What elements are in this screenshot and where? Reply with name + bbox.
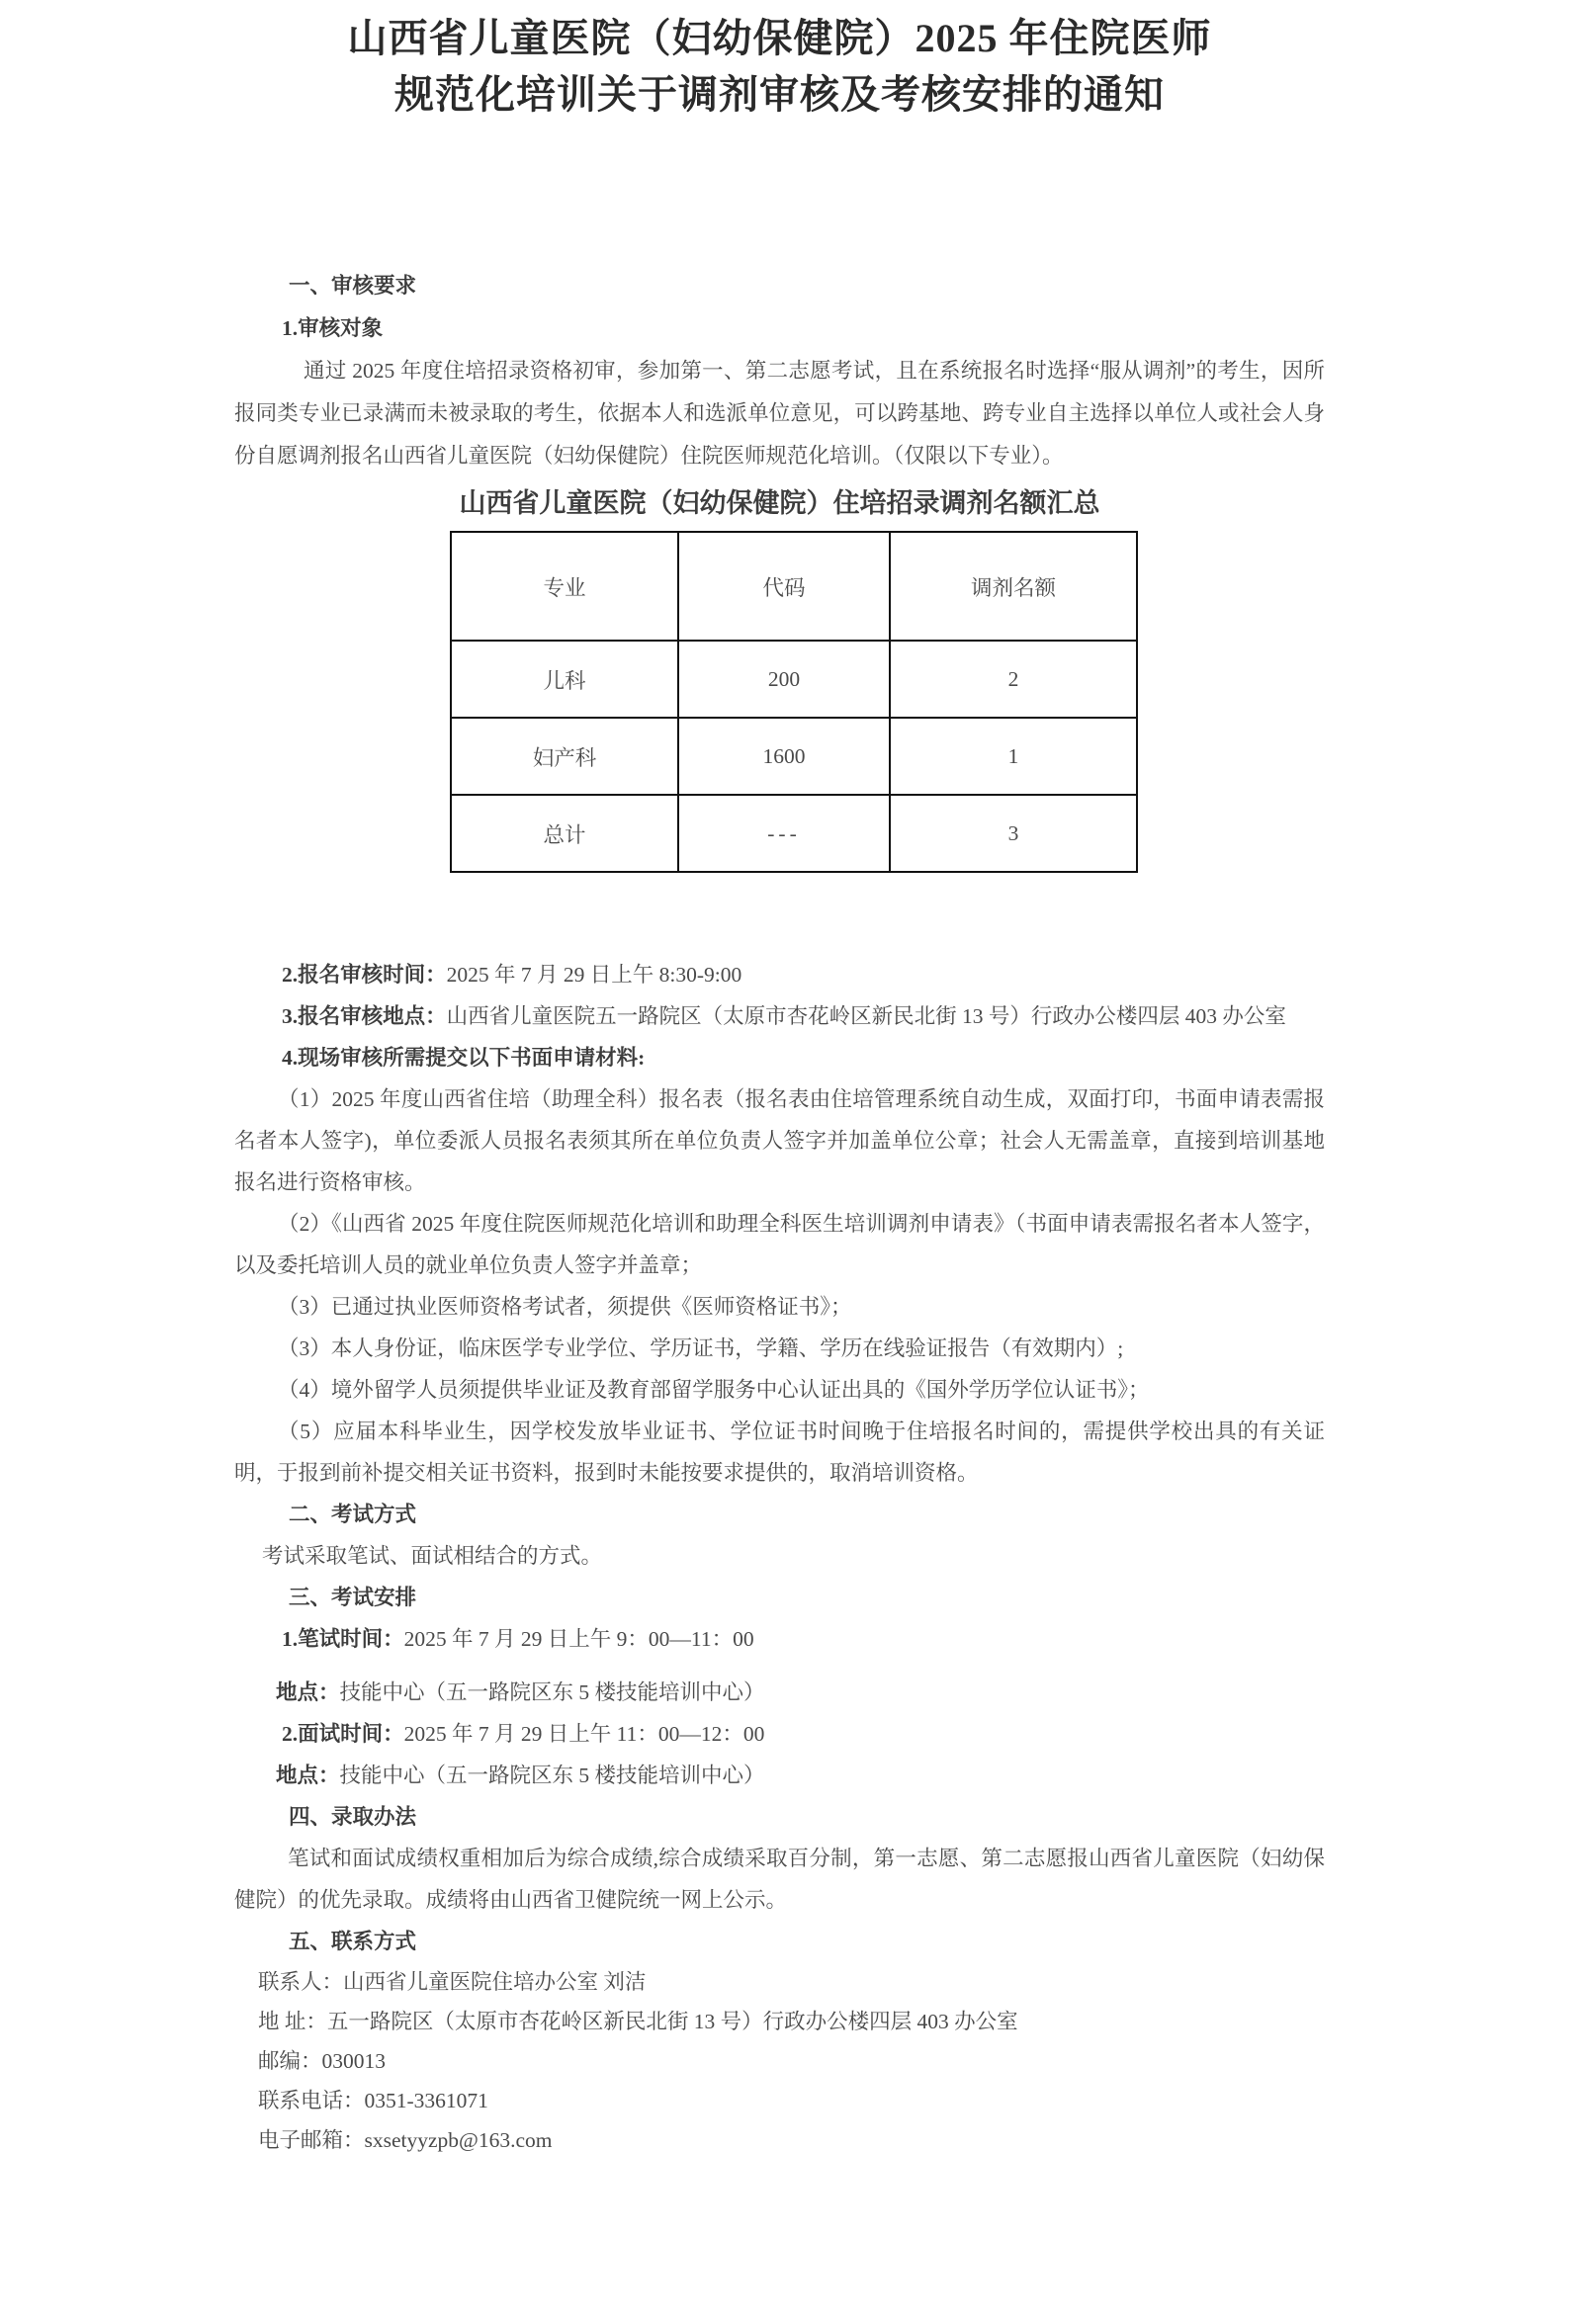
review-time-value: 2025 年 7 月 29 日上午 8:30-9:00	[446, 963, 742, 987]
review-place-value: 山西省儿童医院五一路院区（太原市杏花岭区新民北街 13 号）行政办公楼四层 403 办公室	[446, 1004, 1286, 1028]
review-time-label: 2.报名审核时间：	[282, 963, 447, 987]
email-value: sxsetyyzpb@163.com	[364, 2128, 553, 2152]
phone-label: 联系电话：	[258, 2089, 365, 2112]
section5-heading: 五、联系方式	[289, 1930, 417, 1953]
admission-paragraph: 笔试和面试成绩权重相加后为综合成绩,综合成绩采取百分制，第一志愿、第二志愿报山西省儿童医院（妇幼保健院）的优先录取。成绩将由山西省卫健院统一网上公示。	[234, 1847, 1325, 1912]
interview-time-line	[234, 1713, 1325, 1755]
cell-specialty: 妇产科	[451, 718, 678, 795]
interview-place-label: 地点：	[276, 1764, 340, 1787]
section1-paragraph: 通过 2025 年度住培招录资格初审，参加第一、第二志愿考试，且在系统报名时选择“服从调剂”的考生，因所报同类专业已录满而未被录取的考生，依据本人和选派单位意见，可以跨基地、跨专业自主选择以单位人或社会人身份自愿调剂报名山西省儿童医院（妇幼保健院）住院医师规范化培训。（仅限以下专业）。	[234, 359, 1325, 468]
section1-subheading: 1.审核对象	[282, 316, 384, 340]
cell-code: 200	[678, 641, 890, 718]
address-line	[234, 2002, 1325, 2041]
written-exam-place-value: 技能中心（五一路院区东 5 楼技能培训中心）	[339, 1680, 765, 1704]
written-exam-time-line	[234, 1618, 1325, 1660]
quota-table-header-row	[451, 532, 1137, 641]
contact-person-value: 山西省儿童医院住培办公室 刘洁	[343, 1970, 647, 1994]
cell-code-dashes: ---	[678, 795, 890, 872]
cell-code: 1600	[678, 718, 890, 795]
section4-heading: 四、录取办法	[289, 1805, 417, 1829]
email-label: 电子邮箱：	[258, 2128, 365, 2152]
exam-method-text: 考试采取笔试、面试相结合的方式。	[262, 1544, 603, 1568]
quota-header-specialty: 专业	[451, 532, 678, 641]
cell-quota: 2	[890, 641, 1137, 718]
material-item-1: （1）2025 年度山西省住培（助理全科）报名表（报名表由住培管理系统自动生成，双面打印，书面申请表需报名者本人签字)，单位委派人员报名表须其所在单位负责人签字并加盖单位公章；社会人无需盖章，直接到培训基地报名进行资格审核。	[234, 1087, 1325, 1194]
cell-quota: 1	[890, 718, 1137, 795]
address-label: 地 址：	[258, 2010, 327, 2033]
table-row-total	[451, 795, 1137, 872]
section3-heading: 三、考试安排	[289, 1586, 417, 1609]
review-place-label: 3.报名审核地点：	[282, 1004, 447, 1028]
contact-person-line	[234, 1962, 1325, 2002]
interview-time-label: 2.面试时间：	[282, 1722, 404, 1746]
postcode-value: 030013	[321, 2049, 387, 2073]
written-exam-place-line	[234, 1672, 1325, 1713]
postcode-label: 邮编：	[258, 2049, 322, 2073]
quota-header-quota: 调剂名额	[890, 532, 1137, 641]
written-exam-place-label: 地点：	[276, 1680, 340, 1704]
title-line-2: 规范化培训关于调剂审核及考核安排的通知	[394, 72, 1165, 117]
interview-place-line	[234, 1755, 1325, 1796]
section2-heading: 二、考试方式	[289, 1503, 417, 1526]
interview-place-value: 技能中心（五一路院区东 5 楼技能培训中心）	[339, 1764, 765, 1787]
review-place-line	[234, 995, 1325, 1037]
interview-time-value: 2025 年 7 月 29 日上午 11：00—12：00	[403, 1722, 765, 1746]
phone-line	[234, 2081, 1325, 2120]
material-item-2: （2）《山西省 2025 年度住院医师规范化培训和助理全科医生培训调剂申请表》（书面申请表需报名者本人签字，以及委托培训人员的就业单位负责人签字并盖章；	[234, 1212, 1325, 1277]
phone-value: 0351-3361071	[364, 2089, 488, 2112]
quota-header-code: 代码	[678, 532, 890, 641]
table-row-obstetrics	[451, 718, 1137, 795]
cell-quota: 3	[890, 795, 1137, 872]
document-title	[234, 10, 1325, 123]
written-exam-time-value: 2025 年 7 月 29 日上午 9：00—11：00	[403, 1627, 754, 1651]
quota-table	[450, 531, 1138, 873]
written-exam-time-label: 1.笔试时间：	[282, 1627, 404, 1651]
contact-person-label: 联系人：	[258, 1970, 344, 1994]
email-line	[234, 2120, 1325, 2160]
title-line-1: 山西省儿童医院（妇幼保健院）2025 年住院医师	[347, 16, 1212, 60]
review-time-line	[234, 954, 1325, 995]
cell-specialty: 儿科	[451, 641, 678, 718]
materials-heading: 4.现场审核所需提交以下书面申请材料:	[282, 1046, 646, 1070]
material-item-4: （3）本人身份证，临床医学专业学位、学历证书，学籍、学历在线验证报告（有效期内）;	[278, 1336, 1124, 1360]
quota-table-title: 山西省儿童医院（妇幼保健院）住培招录调剂名额汇总	[459, 488, 1100, 518]
material-item-5: （4）境外留学人员须提供毕业证及教育部留学服务中心认证出具的《国外学历学位认证书》；	[278, 1378, 1150, 1402]
section1-heading: 一、审核要求	[289, 274, 417, 298]
table-row-pediatrics	[451, 641, 1137, 718]
address-value: 五一路院区（太原市杏花岭区新民北街 13 号）行政办公楼四层 403 办公室	[326, 2010, 1018, 2033]
cell-specialty: 总计	[451, 795, 678, 872]
material-item-6: （5）应届本科毕业生，因学校发放毕业证书、学位证书时间晚于住培报名时间的，需提供学校出具的有关证明，于报到前补提交相关证书资料，报到时未能按要求提供的，取消培训资格。	[234, 1420, 1325, 1485]
postcode-line	[234, 2041, 1325, 2081]
material-item-3: （3）已通过执业医师资格考试者，须提供《医师资格证书》；	[278, 1295, 852, 1319]
